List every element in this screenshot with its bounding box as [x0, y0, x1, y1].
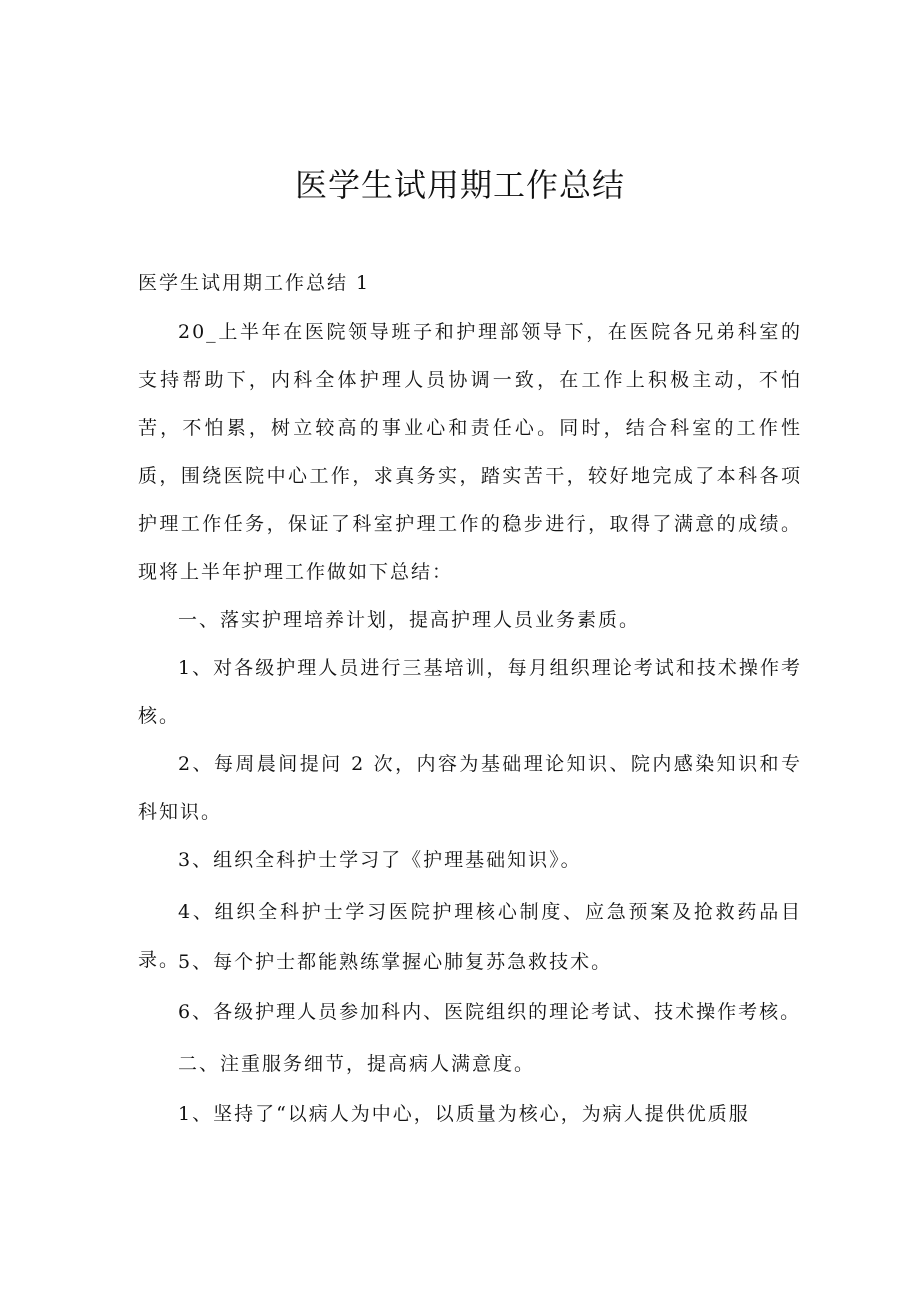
- list-item: 2、每周晨间提问 2 次，内容为基础理论知识、院内感染知识和专科知识。: [138, 753, 802, 823]
- list-item: 1、对各级护理人员进行三基培训，每月组织理论考试和技术操作考核。: [138, 657, 802, 727]
- intro-paragraph: 20_上半年在医院领导班子和护理部领导下，在医院各兄弟科室的支持帮助下，内科全体护理人员协调一致，在工作上积极主动，不怕苦，不怕累，树立较高的事业心和责任心。同时，结合科室的工作性质，围绕医院中心工作，求真务实，踏实苦干，较好地完成了本科各项护理工作任务，保证了科室护理工作的稳步进行，取得了满意的成绩。现将上半年护理工作做如下总结：: [138, 321, 802, 583]
- section-heading-2: 二、注重服务细节，提高病人满意度。: [178, 1053, 536, 1075]
- list-item: 3、组织全科护士学习了《护理基础知识》。: [178, 849, 582, 871]
- list-item: 4、组织全科护士学习医院护理核心制度、应急预案及抢救药品目录。: [138, 901, 802, 971]
- list-item: 1、坚持了“以病人为中心，以质量为核心，为病人提供优质服: [178, 1103, 750, 1125]
- list-item: 5、每个护士都能熟练掌握心肺复苏急救技术。: [178, 951, 613, 973]
- section-subheading: 医学生试用期工作总结 1: [138, 272, 371, 294]
- section-heading-1: 一、落实护理培养计划，提高护理人员业务素质。: [178, 609, 641, 631]
- list-item: 6、各级护理人员参加科内、医院组织的理论考试、技术操作考核。: [178, 1001, 802, 1023]
- document-title: 医学生试用期工作总结: [294, 166, 625, 204]
